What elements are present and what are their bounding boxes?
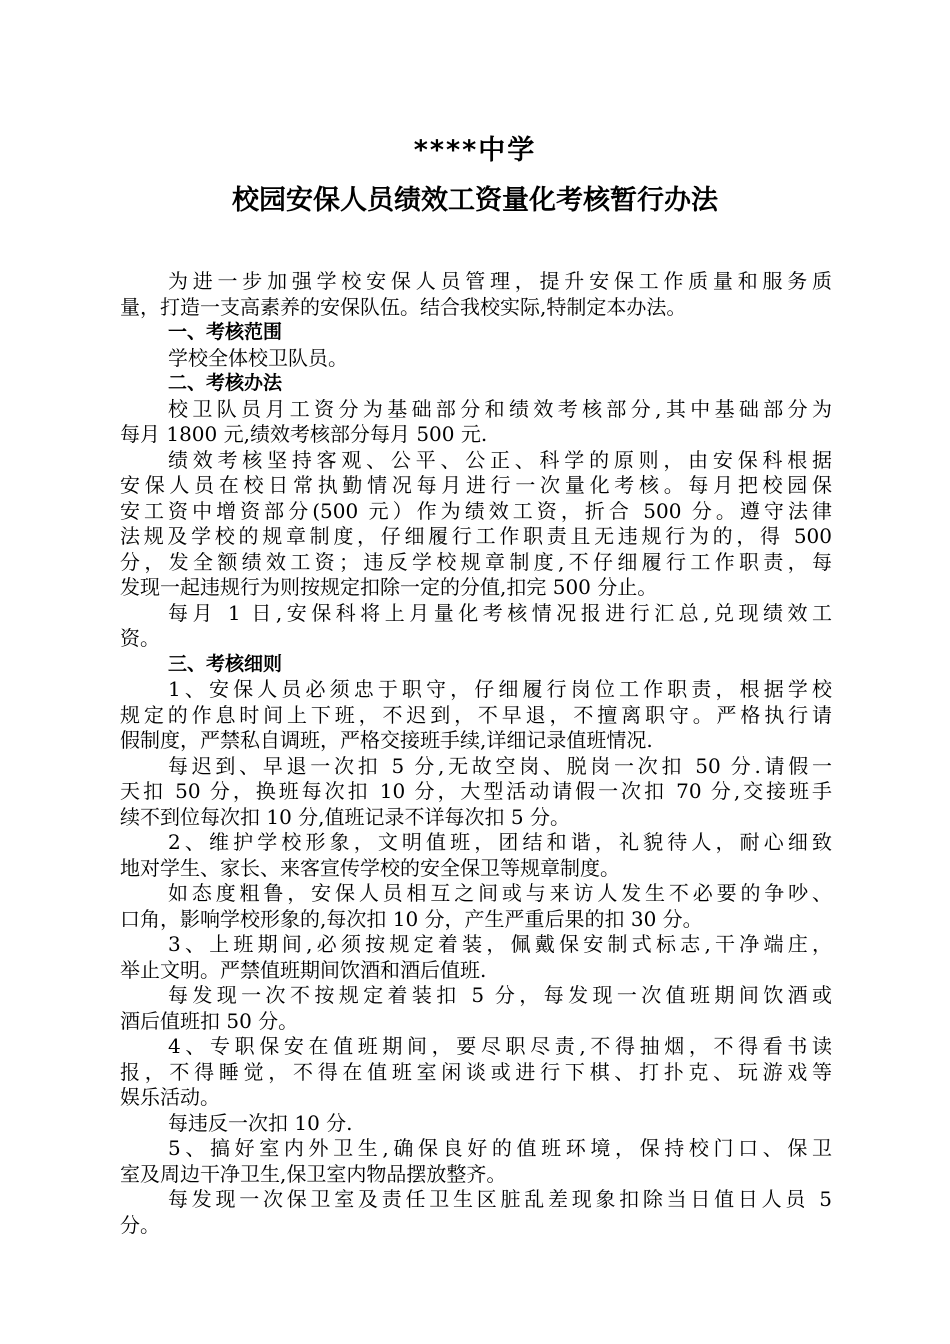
body-line: 校卫队员月工资分为基础部分和绩效考核部分,其中基础部分为 [168, 396, 832, 421]
body-line: 每发现一次不按规定着装扣 5 分，每发现一次值班期间饮酒或 [168, 983, 832, 1007]
body-line: 酒后值班扣 50 分。 [120, 1008, 299, 1033]
body-line: 学校全体校卫队员。 [168, 345, 348, 370]
school-title: ****中学 [413, 135, 537, 166]
body-line: 分。 [120, 1212, 160, 1237]
document-title: 校园安保人员绩效工资量化考核暂行办法 [232, 185, 718, 216]
body-line: 发现一起违规行为则按规定扣除一定的分值,扣完 500 分止。 [120, 575, 658, 599]
body-line: 室及周边干净卫生,保卫室内物品摆放整齐。 [120, 1161, 507, 1186]
body-line: 1、安保人员必须忠于职守，仔细履行岗位工作职责，根据学校 [168, 677, 832, 701]
body-line: 续不到位每次扣 10 分,值班记录不详每次扣 5 分。 [120, 804, 570, 829]
body-line: 每发现一次保卫室及责任卫生区脏乱差现象扣除当日值日人员 5 [168, 1187, 832, 1211]
body-line: 2、维护学校形象，文明值班，团结和谐，礼貌待人，耐心细致 [168, 830, 832, 854]
section-heading: 二、考核办法 [168, 372, 283, 394]
body-line: 娱乐活动。 [120, 1085, 220, 1109]
body-line: 口角，影响学校形象的,每次扣 10 分，产生严重后果的扣 30 分。 [120, 906, 703, 931]
body-line: 如态度粗鲁，安保人员相互之间或与来访人发生不必要的争吵、 [168, 881, 832, 905]
body-line: 每月 1 日,安保科将上月量化考核情况报进行汇总,兑现绩效工 [168, 600, 832, 625]
body-line: 每违反一次扣 10 分. [168, 1110, 353, 1135]
body-line: 每迟到、早退一次扣 5 分,无故空岗、脱岗一次扣 50 分.请假一 [168, 753, 832, 778]
body-line: 法规及学校的规章制度，仔细履行工作职责且无违规行为的，得 500 [120, 524, 832, 548]
document-body [120, 269, 832, 1238]
section-heading: 三、考核细则 [168, 652, 283, 675]
body-line: 规定的作息时间上下班，不迟到，不早退，不擅离职守。严格执行请 [120, 702, 832, 727]
body-line: 天扣 50 分，换班每次扣 10 分，大型活动请假一次扣 70 分,交接班手 [120, 779, 832, 803]
body-line: 4、专职保安在值班期间，要尽职尽责,不得抽烟，不得看书读 [168, 1034, 832, 1058]
body-line: 地对学生、家长、来客宣传学校的安全保卫等规章制度。 [120, 855, 620, 880]
body-line: 分，发全额绩效工资；违反学校规章制度,不仔细履行工作职责，每 [120, 549, 832, 574]
body-line: 资。 [120, 626, 160, 650]
body-line: 量，打造一支高素养的安保队伍。结合我校实际,特制定本办法。 [120, 294, 687, 319]
body-line: 5、搞好室内外卫生,确保良好的值班环境，保持校门口、保卫 [168, 1136, 832, 1160]
body-line: 3、上班期间,必须按规定着装，佩戴保安制式标志,干净端庄， [168, 932, 832, 956]
body-line: 为进一步加强学校安保人员管理，提升安保工作质量和服务质 [168, 269, 832, 293]
body-line: 假制度，严禁私自调班，严格交接班手续,详细记录值班情况. [120, 728, 653, 752]
body-line: 绩效考核坚持客观、公平、公正、科学的原则，由安保科根据 [168, 447, 832, 472]
body-line: 每月 1800 元,绩效考核部分每月 500 元. [120, 422, 488, 446]
body-line: 报，不得睡觉，不得在值班室闲谈或进行下棋、打扑克、玩游戏等 [120, 1059, 832, 1084]
body-line: 安工资中增资部分(500 元）作为绩效工资，折合 500 分。遵守法律 [120, 498, 832, 523]
body-line: 安保人员在校日常执勤情况每月进行一次量化考核。每月把校园保 [120, 473, 832, 497]
section-heading: 一、考核范围 [168, 321, 283, 343]
body-line: 举止文明。严禁值班期间饮酒和酒后值班. [120, 957, 487, 982]
